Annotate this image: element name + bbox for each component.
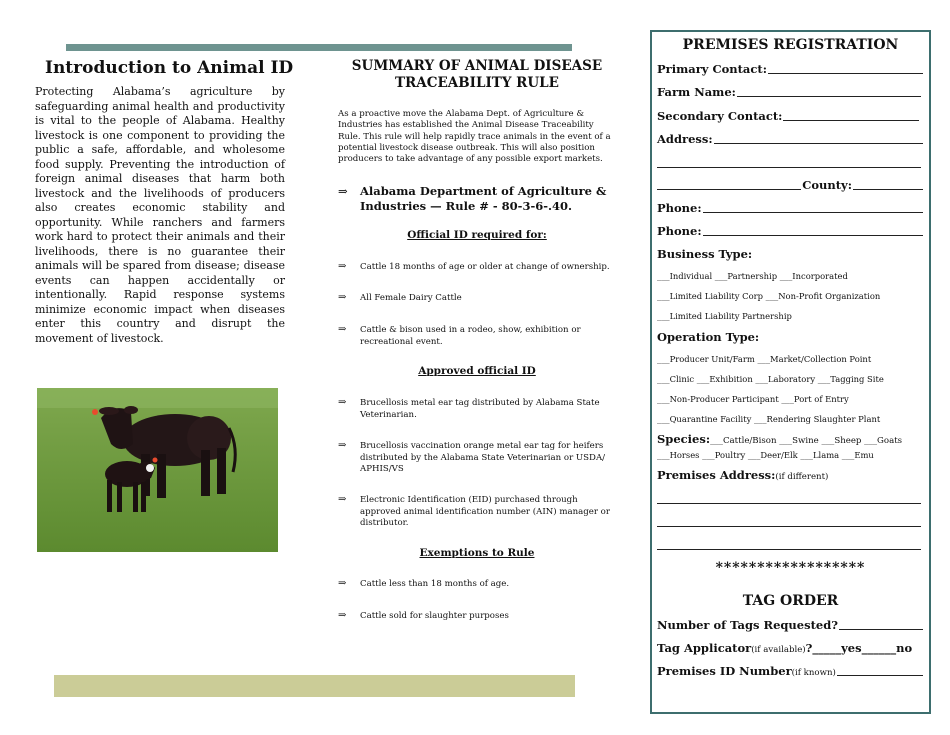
arrow-icon: ⇒ bbox=[338, 440, 347, 451]
secondary-contact-field[interactable]: Secondary Contact: bbox=[657, 109, 923, 123]
address-line-2[interactable] bbox=[657, 167, 921, 168]
species-options[interactable]: ___Horses ___Poultry ___Deer/Elk ___Llama ___Emu bbox=[657, 450, 874, 460]
section-heading-approved-id: Approved official ID bbox=[418, 365, 536, 377]
operation-type-options[interactable]: ___Non-Producer Participant ___Port of Entry bbox=[657, 394, 849, 404]
business-type-options[interactable]: ___Limited Liability Corp ___Non-Profit Organization bbox=[657, 291, 881, 301]
operation-type-options[interactable]: ___Quarantine Facility ___Rendering Slaughter Plant bbox=[657, 414, 881, 424]
summary-intro: As a proactive move the Alabama Dept. of Agriculture & Industries has established the Animal Disease Traceability Rule. This rule will help rapidly trace animals in the event of a potential livestock disease outbreak. This will also position producers to take advantage of any possible export markets. bbox=[338, 109, 611, 165]
county-field[interactable]: County: bbox=[657, 178, 923, 192]
list-item: ⇒ All Female Dairy Cattle bbox=[338, 292, 462, 303]
farm-name-field[interactable]: Farm Name: bbox=[657, 85, 923, 99]
intro-title: Introduction to Animal ID bbox=[45, 58, 294, 78]
operation-type-options[interactable]: ___Clinic ___Exhibition ___Laboratory ___Tagging Site bbox=[657, 374, 884, 384]
tag-applicator-field[interactable]: Tag Applicator (if available) ?_____yes______no bbox=[657, 641, 913, 655]
section-heading-official-id: Official ID required for: bbox=[407, 229, 547, 241]
arrow-icon: ⇒ bbox=[338, 610, 347, 621]
top-accent-bar bbox=[66, 44, 572, 51]
premises-address-line[interactable] bbox=[657, 526, 921, 527]
business-type-options[interactable]: ___Individual ___Partnership ___Incorporated bbox=[657, 271, 848, 281]
list-item: ⇒ Cattle sold for slaughter purposes bbox=[338, 610, 509, 621]
cow-illustration bbox=[37, 388, 278, 552]
operation-type-options[interactable]: ___Producer Unit/Farm ___Market/Collection Point bbox=[657, 354, 872, 364]
premises-address-line[interactable] bbox=[657, 549, 921, 550]
premises-registration-form bbox=[650, 30, 931, 714]
list-item: ⇒ Brucellosis vaccination orange metal ear tag for heifers distributed by the Alabama State Veterinarian or USDA/ APHIS/VS bbox=[338, 440, 606, 474]
list-item: ⇒ Cattle less than 18 months of age. bbox=[338, 578, 510, 589]
rule-citation bbox=[338, 184, 620, 213]
arrow-icon: ⇒ bbox=[338, 494, 347, 505]
list-item: ⇒ Electronic Identification (EID) purchased through approved animal identification number (AIN) manager or distributor. bbox=[338, 494, 610, 528]
premises-id-field[interactable]: Premises ID Number (if known) bbox=[657, 664, 923, 678]
operation-type-label: Operation Type: bbox=[657, 330, 760, 344]
arrow-icon: ⇒ bbox=[338, 324, 347, 335]
section-heading-exemptions: Exemptions to Rule bbox=[419, 547, 535, 559]
arrow-icon: ⇒ bbox=[338, 397, 347, 408]
premises-address-label: Premises Address: (if different) bbox=[657, 468, 829, 482]
arrow-icon: ⇒ bbox=[338, 261, 347, 272]
summary-title: SUMMARY OF ANIMAL DISEASE TRACEABILITY RULE bbox=[351, 58, 603, 91]
bottom-accent-bar bbox=[54, 675, 575, 697]
species-options[interactable]: Species: ___Cattle/Bison ___Swine ___Sheep ___Goats bbox=[657, 432, 903, 446]
list-item: ⇒ Brucellosis metal ear tag distributed by Alabama State Veterinarian. bbox=[338, 397, 600, 420]
premises-address-line[interactable] bbox=[657, 503, 921, 504]
tag-order-title: TAG ORDER bbox=[742, 593, 839, 609]
stars-divider: ****************** bbox=[715, 560, 866, 576]
business-type-options[interactable]: ___Limited Liability Partnership bbox=[657, 311, 792, 321]
number-of-tags-field[interactable]: Number of Tags Requested? bbox=[657, 618, 923, 632]
phone-field-1[interactable]: Phone: bbox=[657, 201, 923, 215]
list-item: ⇒ Cattle & bison used in a rodeo, show, exhibition or recreational event. bbox=[338, 324, 581, 347]
business-type-label: Business Type: bbox=[657, 247, 753, 261]
cow-and-calf-photo bbox=[37, 388, 278, 552]
rule-text: Alabama Department of Agriculture & Industries — Rule # - 80-3-6-.40. bbox=[360, 184, 607, 213]
form-title: PREMISES REGISTRATION bbox=[682, 37, 899, 53]
intro-body: Protecting Alabama’s agriculture by safeguarding animal health and productivity is vital to the people of Alabama. Healthy livestock is one component to providing the public a safe, affordable, and wholesome food supply. Preventing the introduction of foreign animal diseases that harm both livestock and the livelihoods of producers also creates economic stability and opportunity. While ranchers and farmers work hard to protect their animals and their livelihoods, there is no guarantee their animals will be spared from disease; disease events can happen accidentally or intentionally. Rapid response systems minimize economic impact when diseases enter this country and disrupt the movement of livestock. bbox=[35, 85, 285, 345]
arrow-icon: ⇒ bbox=[338, 184, 348, 198]
arrow-icon: ⇒ bbox=[338, 578, 347, 589]
list-item: ⇒ Cattle 18 months of age or older at change of ownership. bbox=[338, 261, 610, 272]
arrow-icon: ⇒ bbox=[338, 292, 347, 303]
primary-contact-field[interactable]: Primary Contact: bbox=[657, 62, 923, 76]
address-field[interactable]: Address: bbox=[657, 132, 923, 146]
phone-field-2[interactable]: Phone: bbox=[657, 224, 923, 238]
